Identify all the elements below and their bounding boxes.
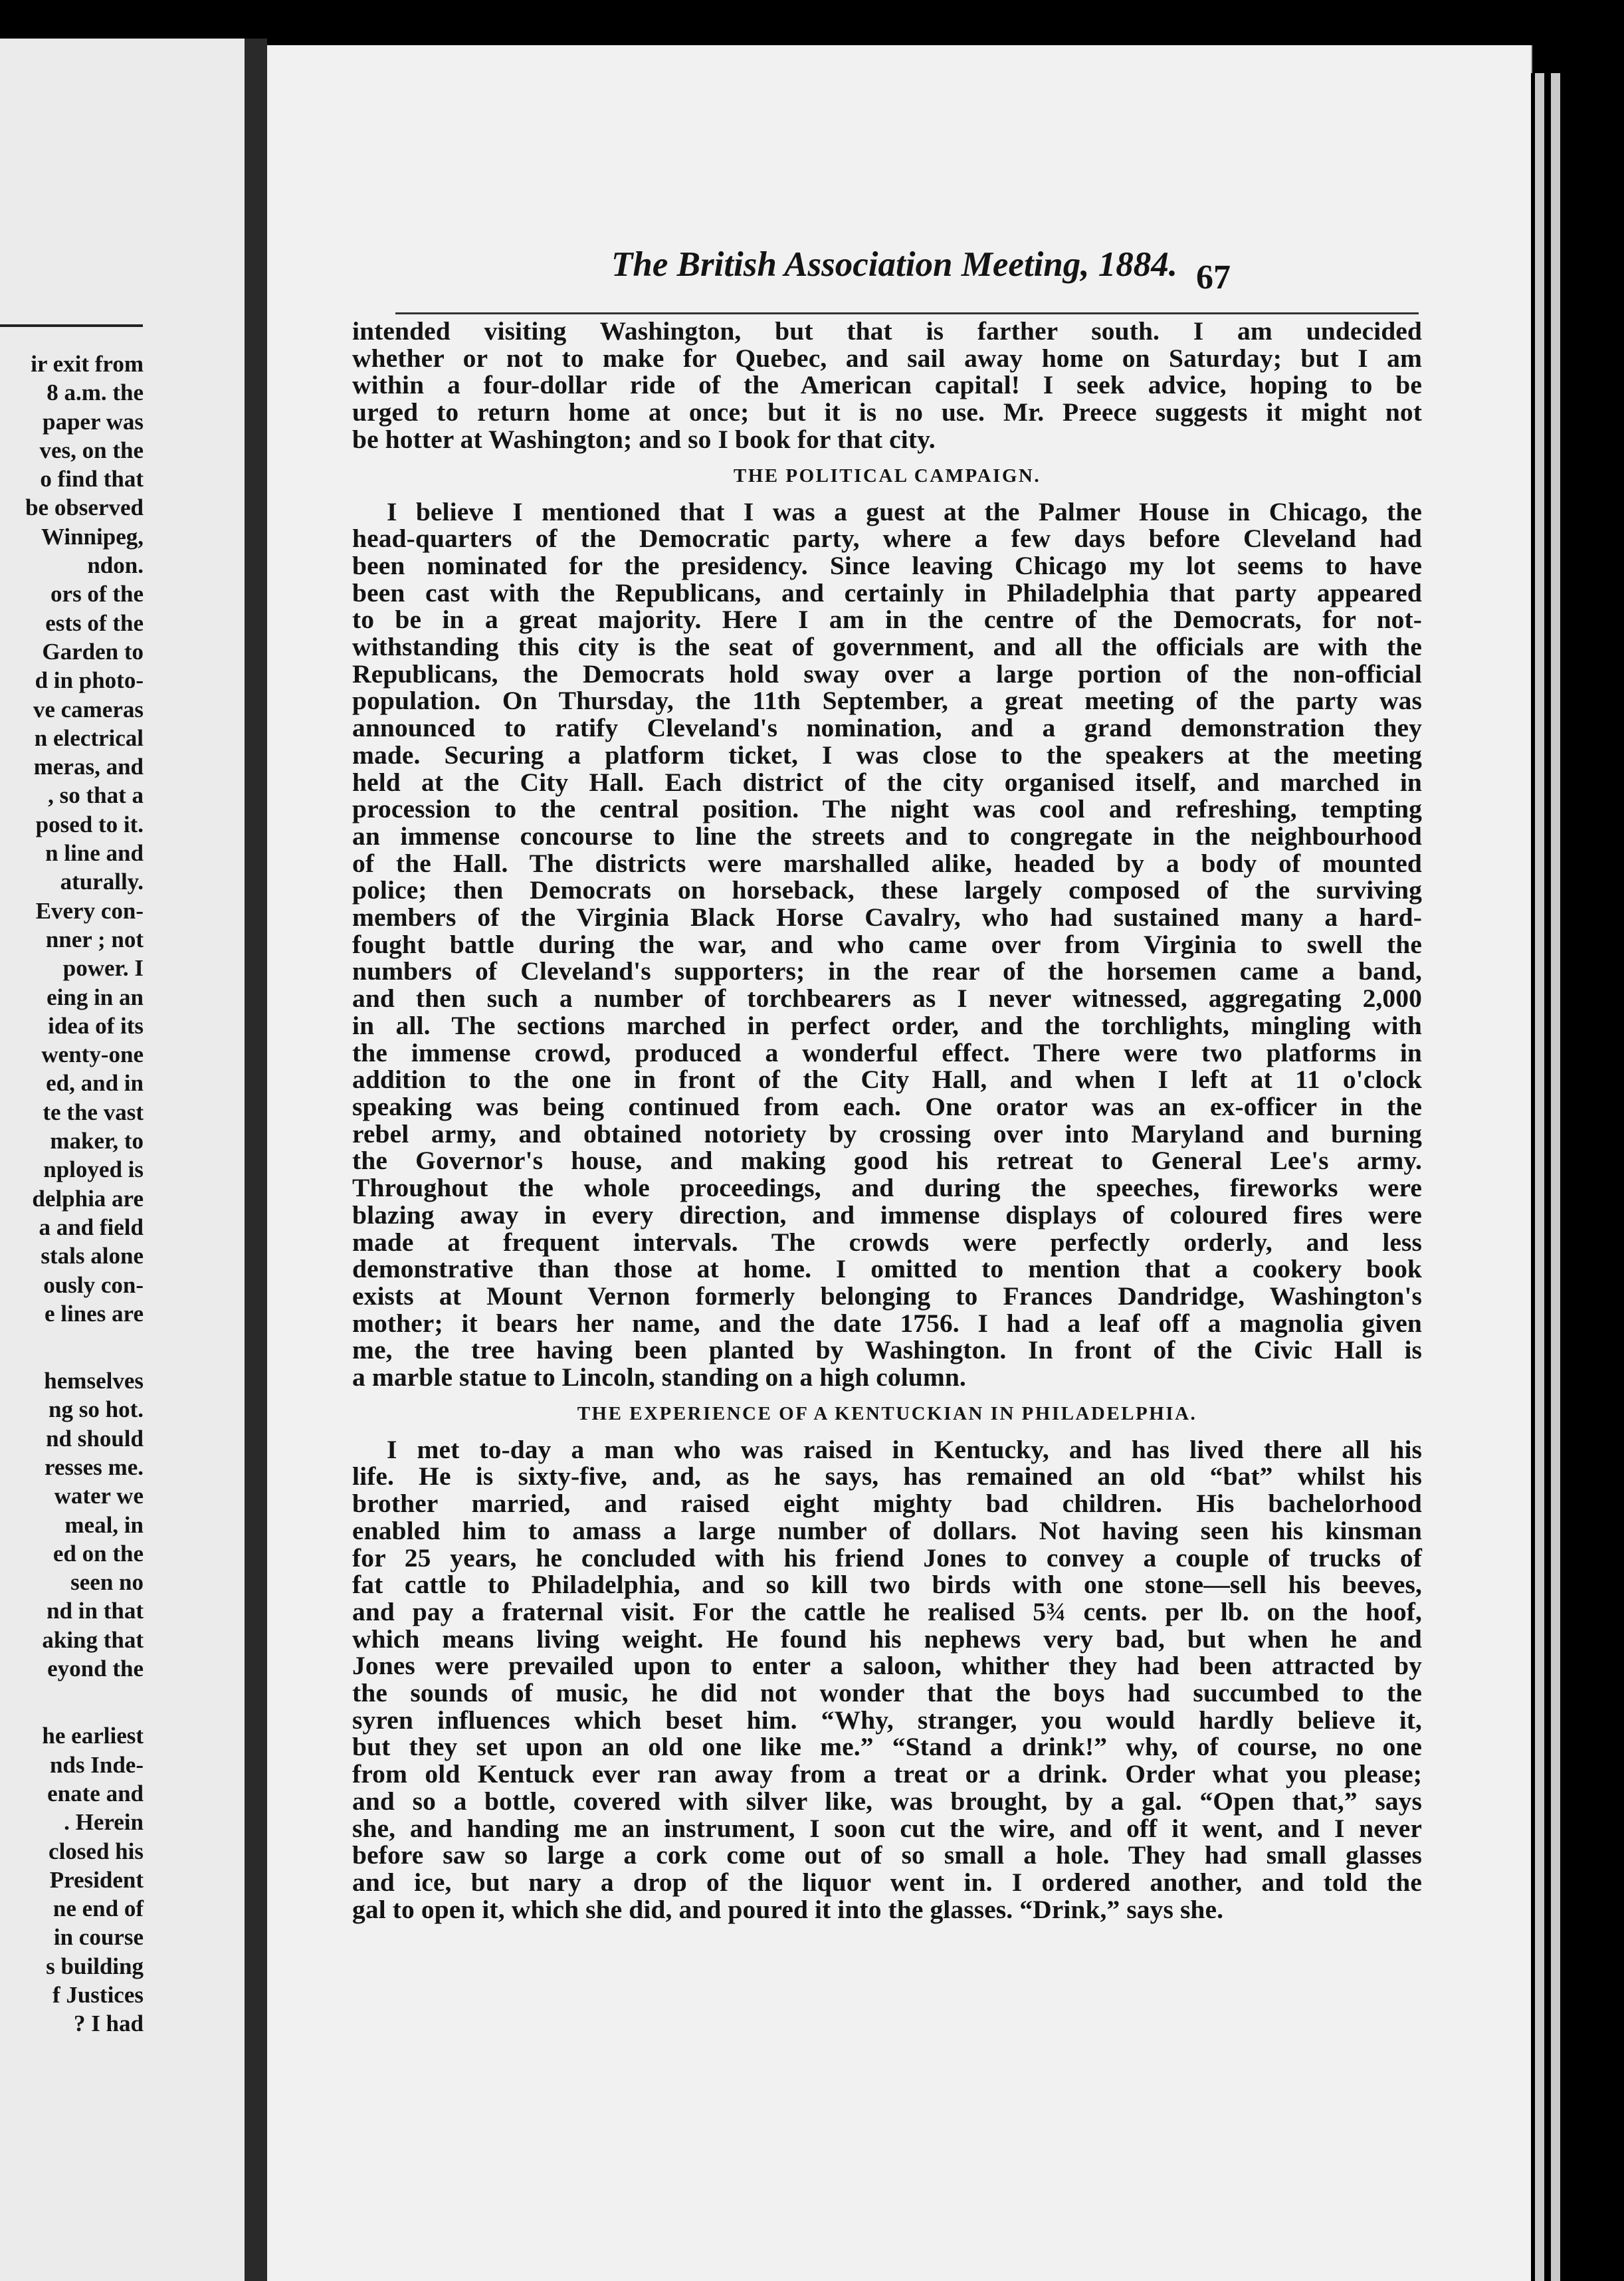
facing-page-line: ng so hot. — [49, 1396, 144, 1423]
text-line: the Governor's house, and making good his retreat to General Lee's army. — [352, 1146, 1422, 1176]
facing-page-line: enate and — [47, 1780, 144, 1806]
facing-page-line: d in photo- — [35, 667, 144, 694]
paragraph-gap — [0, 1683, 144, 1721]
text-line: head-quarters of the Democratic party, where a few days before Cleveland had — [352, 524, 1422, 554]
paragraph-gap — [0, 1328, 144, 1366]
text-line: held at the City Hall. Each district of the city organised itself, and marched in — [352, 767, 1422, 797]
text-line: procession to the central position. The night was cool and refreshing, tempting — [352, 794, 1422, 824]
facing-page-line: seen no — [70, 1569, 144, 1596]
facing-page-line: nds Inde- — [49, 1751, 144, 1778]
facing-page-line: 8 a.m. the — [47, 380, 144, 406]
facing-page-line: o find that — [40, 466, 144, 492]
facing-page-line: nner ; not — [45, 926, 144, 952]
facing-page-line: ed, and in — [46, 1070, 144, 1097]
text-line: Republicans, the Democrats hold sway over a large portion of the non-official — [352, 659, 1422, 689]
facing-page-line: ndon. — [87, 552, 144, 579]
text-line: before saw so large a cork come out of so small a hole. They had small glasses — [352, 1840, 1422, 1870]
facing-page-line: a and field — [39, 1214, 144, 1240]
text-line: members of the Virginia Black Horse Cavalry, who had sustained many a hard- — [352, 903, 1422, 932]
facing-page-line: posed to it. — [35, 811, 144, 837]
page-number: 67 — [1196, 259, 1231, 296]
text-line: blazing away in every direction, and immense displays of coloured fires were — [352, 1200, 1422, 1230]
text-line: speaking was being continued from each. One orator was an ex-officer in the — [352, 1091, 1422, 1121]
facing-page-line: Winnipeg, — [41, 523, 144, 550]
text-line: be hotter at Washington; and so I book for that city. — [352, 424, 936, 454]
facing-page-line: ously con- — [43, 1271, 144, 1298]
text-line: of the Hall. The districts were marshalled alike, headed by a body of mounted — [352, 848, 1422, 878]
text-line: brother married, and raised eight mighty bad children. His bachelorhood — [352, 1489, 1422, 1519]
text-line: police; then Democrats on horseback, these largely composed of the surviving — [352, 875, 1422, 905]
text-line: and then such a number of torchbearers as I never witnessed, aggregating 2,000 — [352, 984, 1422, 1014]
facing-page-line: President — [49, 1866, 144, 1893]
text-line: in all. The sections marched in perfect order, and the torchlights, mingling with — [352, 1010, 1422, 1040]
text-line: exists at Mount Vernon formerly belonging to Frances Dandridge, Washington's — [352, 1281, 1422, 1311]
facing-page-line: resses me. — [44, 1454, 144, 1480]
text-line: and pay a fraternal visit. For the cattle he realised 5¾ cents. per lb. on the hoof, — [352, 1596, 1422, 1626]
facing-page-line: n line and — [45, 840, 144, 867]
facing-page-line: e lines are — [44, 1300, 144, 1327]
facing-page-line: s building — [46, 1953, 144, 1979]
kentuckian-paragraph — [352, 1436, 1422, 1923]
facing-page-line: aking that — [42, 1626, 144, 1653]
text-line: announced to ratify Cleveland's nomination, and a grand demonstration they — [352, 713, 1422, 743]
opening-paragraph — [352, 318, 1422, 453]
facing-page-line: f Justices — [52, 1982, 144, 2009]
facing-page-line: closed his — [49, 1838, 144, 1864]
text-line: and ice, but nary a drop of the liquor went in. I ordered another, and told the — [352, 1867, 1422, 1897]
facing-page-line: water we — [54, 1483, 144, 1509]
text-line: mother; it bears her name, and the date 1756. I had a leaf off a magnolia given — [352, 1308, 1422, 1338]
facing-page-text — [0, 350, 144, 2038]
text-line: for 25 years, he concluded with his friend Jones to convey a couple of trucks of — [352, 1543, 1422, 1573]
page-edge — [1531, 73, 1624, 2281]
facing-page-line: idea of its — [48, 1012, 144, 1039]
facing-page-line: , so that a — [48, 782, 144, 809]
facing-page-line: eyond the — [47, 1656, 144, 1682]
facing-page-line: delphia are — [32, 1185, 144, 1212]
text-line: been cast with the Republicans, and certainly in Philadelphia that party appeared — [352, 578, 1422, 607]
facing-page-line: Every con- — [35, 897, 144, 924]
facing-page-line: aturally. — [60, 869, 144, 895]
facing-page-line: eing in an — [47, 984, 144, 1010]
facing-page-line: Garden to — [42, 638, 144, 665]
section-heading-political-campaign: THE POLITICAL CAMPAIGN. — [733, 465, 1041, 487]
facing-page-line: in course — [53, 1924, 144, 1951]
text-line: fought battle during the war, and who came over from Virginia to swell the — [352, 929, 1422, 959]
text-line: demonstrative than those at home. I omitted to mention that a cookery book — [352, 1254, 1422, 1284]
section-heading-kentuckian: THE EXPERIENCE OF A KENTUCKIAN IN PHILADELPHIA. — [577, 1402, 1197, 1424]
text-line: Jones were prevailed upon to enter a saloon, whither they had been attracted by — [352, 1651, 1422, 1681]
facing-page — [0, 39, 246, 2281]
facing-page-line: meal, in — [64, 1511, 144, 1538]
facing-page-line: ves, on the — [39, 437, 144, 463]
text-line: to be in a great majority. Here I am in the centre of the Democrats, for not- — [352, 605, 1422, 635]
facing-page-line: ve cameras — [33, 696, 144, 722]
text-line: Throughout the whole proceedings, and during the speeches, fireworks were — [352, 1173, 1422, 1203]
facing-page-line: nd should — [46, 1425, 144, 1452]
facing-page-line: hemselves — [44, 1368, 144, 1394]
text-line: numbers of Cleveland's supporters; in the rear of the horsemen came a band, — [352, 956, 1422, 986]
facing-page-line: wenty-one — [41, 1041, 144, 1068]
text-line: within a four-dollar ride of the American capital! I seek advice, hoping to be — [352, 370, 1422, 400]
text-line: me, the tree having been planted by Washington. In front of the Civic Hall is — [352, 1335, 1422, 1365]
facing-page-line: ne end of — [52, 1896, 144, 1922]
facing-page-line: paper was — [42, 408, 144, 435]
text-line: intended visiting Washington, but that is farther south. I am undecided — [352, 316, 1422, 346]
text-line: the sounds of music, he did not wonder that the boys had succumbed to the — [352, 1678, 1422, 1708]
political-campaign-paragraph — [352, 498, 1422, 1391]
text-line: from old Kentuck ever ran away from a treat or a drink. Order what you please; — [352, 1759, 1422, 1789]
text-line: urged to return home at once; but it is no use. Mr. Preece suggests it might not — [352, 397, 1422, 427]
text-line: addition to the one in front of the City Hall, and when I left at 11 o'clock — [352, 1065, 1422, 1095]
text-line: I believe I mentioned that I was a guest at the Palmer House in Chicago, the — [387, 496, 1422, 526]
running-title: The British Association Meeting, 1884. — [611, 245, 1178, 284]
facing-page-line: . Herein — [64, 1809, 144, 1836]
text-line: withstanding this city is the seat of government, and all the officials are with the — [352, 632, 1422, 662]
facing-page-line: n electrical — [34, 724, 144, 751]
facing-page-line: te the vast — [43, 1099, 144, 1125]
text-line: which means living weight. He found his nephews very bad, but when he and — [352, 1624, 1422, 1654]
facing-page-line: meras, and — [33, 754, 144, 780]
text-line: gal to open it, which she did, and poured it into the glasses. “Drink,” says she. — [352, 1894, 1224, 1924]
text-line: I met to-day a man who was raised in Kentucky, and has lived there all his — [387, 1434, 1422, 1464]
text-line: rebel army, and obtained notoriety by crossing over into Maryland and burning — [352, 1119, 1422, 1148]
text-line: she, and handing me an instrument, I soon cut the wire, and off it went, and I never — [352, 1813, 1422, 1843]
facing-page-rule — [0, 324, 143, 327]
facing-page-line: nployed is — [43, 1156, 144, 1183]
facing-page-line: ests of the — [45, 609, 144, 636]
text-line: a marble statue to Lincoln, standing on a high column. — [352, 1362, 966, 1392]
facing-page-line: ors of the — [51, 581, 144, 607]
text-line: whether or not to make for Quebec, and sail away home on Saturday; but I am — [352, 343, 1422, 373]
text-line: fat cattle to Philadelphia, and so kill two birds with one stone—sell his beeves, — [352, 1570, 1422, 1600]
text-line: life. He is sixty-five, and, as he says, has remained an old “bat” whilst his — [352, 1462, 1422, 1491]
text-line: syren influences which beset him. “Why, stranger, you would hardly believe it, — [352, 1705, 1422, 1735]
facing-page-line: he earliest — [42, 1723, 144, 1749]
text-line: been nominated for the presidency. Since leaving Chicago my lot seems to have — [352, 550, 1422, 580]
facing-page-line: nd in that — [47, 1598, 144, 1624]
facing-page-line: maker, to — [50, 1128, 144, 1154]
text-line: the immense crowd, produced a wonderful effect. There were two platforms in — [352, 1037, 1422, 1067]
body-text — [352, 312, 1422, 1923]
facing-page-line: ed on the — [52, 1540, 144, 1567]
facing-page-line: ? I had — [73, 2010, 144, 2037]
text-line: made at frequent intervals. The crowds were perfectly orderly, and less — [352, 1227, 1422, 1257]
facing-page-line: ir exit from — [31, 351, 144, 377]
page-header — [346, 238, 1231, 298]
book-gutter — [245, 39, 267, 2281]
text-line: enabled him to amass a large number of dollars. Not having seen his kinsman — [352, 1515, 1422, 1545]
text-line: and so a bottle, covered with silver like, was brought, by a gal. “Open that,” says — [352, 1786, 1422, 1816]
text-line: an immense concourse to line the streets and to congregate in the neighbourhood — [352, 821, 1422, 851]
facing-page-line: stals alone — [41, 1243, 144, 1269]
facing-page-line: power. I — [62, 955, 144, 982]
text-line: made. Securing a platform ticket, I was close to the speakers at the meeting — [352, 740, 1422, 770]
text-line: population. On Thursday, the 11th September, a great meeting of the party was — [352, 686, 1422, 716]
text-line: but they set upon an old one like me.” “Stand a drink!” why, of course, no one — [352, 1732, 1422, 1762]
facing-page-line: be observed — [25, 494, 144, 521]
